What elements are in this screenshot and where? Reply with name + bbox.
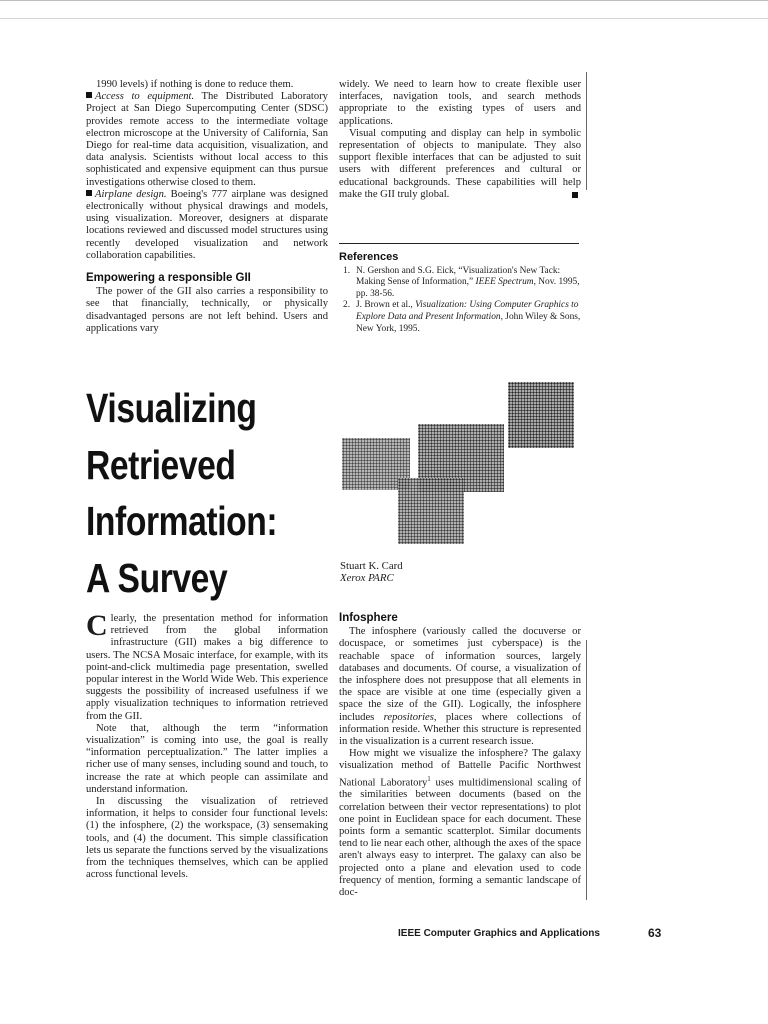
title-line: Retrieved <box>86 441 236 488</box>
right-top-column <box>339 79 581 201</box>
paragraph-text: The infosphere (variously called the docuverse or docuspace, or sometimes just cyberspace) is the reachable space of information sources, largely databases and documents. Of course, a visualization of the infosphere does not presuppose that all elements in the space are visible at one time (especially given a space the size of the GII). Logically, the infosphere includes <box>339 626 581 723</box>
bullet-square-icon <box>86 92 92 98</box>
paragraph-text: , places where collections of information reside. Whether this structure is represented in the visualization is a current research issue. <box>339 711 581 748</box>
paragraph: The power of the GII also carries a responsibility to see that financially, technically, or physically disadvantaged persons are not left behind. Users and applications vary <box>86 286 328 334</box>
reference-authors: N. Gershon and S.G. Eick, “Visualization's New Tack: Making Sense of Information,” <box>356 265 561 288</box>
section-heading: Infosphere <box>339 612 398 624</box>
paragraph-text: Visual computing and display can help in symbolic representation of objects to manipulate. They also support flexible interfaces that can be adjusted to suit users with different preferences and cultural or educational backgrounds. These capabilities will help make the GII truly global. <box>339 127 581 200</box>
decorative-halftone-block <box>508 382 574 448</box>
scan-edge-line <box>0 0 768 1</box>
references-heading: References <box>339 251 399 263</box>
title-line: A Survey <box>86 554 228 601</box>
bullet-text: Boeing's 777 airplane was designed electronically without physical drawings and models, using visualization. Moreover, designers at disparate locations reviewed and discussed model structures using recently developed visualization and network collaboration capabilities. <box>86 188 328 261</box>
references-block <box>339 252 581 335</box>
author-affiliation: Xerox PARC <box>340 572 394 585</box>
bullet-lead: Access to equipment. <box>95 91 195 103</box>
reference-number: 2. <box>343 300 351 311</box>
drop-cap: C <box>86 609 108 642</box>
reference-item <box>339 266 581 301</box>
paragraph <box>339 626 581 748</box>
continued-text: 1990 levels) if nothing is done to reduce them. <box>96 79 294 90</box>
paragraph <box>339 128 581 201</box>
title-line: Visualizing <box>86 385 257 431</box>
paragraph: widely. We need to learn how to create flexible user interfaces, navigation tools, and search methods appropriate to the existing types of users and applications. <box>339 79 581 127</box>
article-title <box>86 380 277 606</box>
page-number: 63 <box>648 926 662 940</box>
decorative-halftone-block <box>398 478 464 544</box>
author-block <box>340 560 403 585</box>
bullet-item <box>86 91 328 189</box>
title-line: Information: <box>86 498 278 544</box>
left-body-column <box>86 609 328 881</box>
references-rule <box>339 243 579 244</box>
author-name: Stuart K. Card <box>340 560 403 572</box>
references-list <box>339 266 581 336</box>
reference-details: , Nov. 1995, pp. 38-56. <box>356 277 580 299</box>
emphasis-text: repositories <box>383 711 434 723</box>
section-heading: Empowering a responsible GII <box>86 272 251 285</box>
column-rule <box>586 640 587 900</box>
end-mark-icon <box>572 192 578 198</box>
running-footer: IEEE Computer Graphics and Applications <box>398 928 600 939</box>
reference-source: Visualization: Using Computer Graphics to Explore Data and Present Information <box>356 300 579 322</box>
reference-details: , John Wiley & Sons, New York, 1995. <box>356 311 581 334</box>
paragraph <box>339 748 581 899</box>
footnote-marker: 1 <box>427 774 431 783</box>
paragraph-text: How might we visualize the infosphere? The galaxy visualization method of Battelle Pacific Northwest National Laboratory <box>339 748 581 789</box>
reference-source: IEEE Spectrum <box>475 277 534 288</box>
paragraph: In discussing the visualization of retrieved information, it helps to consider four functional levels: (1) the infosphere, (2) the workspace, (3) sensemaking tools, and (4) the document. This simple classification lets us separate the functions served by the visualizations from the techniques themselves, which can be applied across functional levels. <box>86 796 328 881</box>
reference-authors: J. Brown et al., <box>356 300 416 311</box>
column-rule <box>586 72 587 190</box>
intro-paragraph <box>86 609 328 723</box>
bullet-text: The Distributed Laboratory Project at San Diego Supercomputing Center (SDSC) provides remote access to the intermediate voltage electron microscope at the University of California, San Diego for real-time data acquisition, visualization, and data analysis. Scientists without local access to this sophisticated and expensive equipment can thus pursue investigations otherwise closed to them. <box>86 91 328 188</box>
paragraph-text: uses multidimensional scaling of the similarities between documents (based on the correlation between their vector representations) to plot one point in Euclidean space for each document. These points form a semantic scatterplot. Similar documents tend to lie near each other, although the axes of the space aren't always easy to interpret. The galaxy can also be projected onto a plane and elevation used to code frequency of mention, forming a semantic landscape of doc- <box>339 777 581 898</box>
reference-item <box>339 300 581 335</box>
right-body-column <box>339 612 581 899</box>
reference-number: 1. <box>343 265 351 276</box>
paragraph: Note that, although the term “information visualization” is coming into use, the goal is really “information perceptualization.” The latter implies a richer use of many senses, including sound and touch, to increase the rate at which people can assimilate and understand information. <box>86 722 328 795</box>
bullet-item <box>86 189 328 262</box>
left-top-column <box>86 79 328 335</box>
intro-text: learly, the presentation method for information retrieved from the global information infrastructure (GII) makes a big difference to users. The NCSA Mosaic interface, for example, with its point-and-click multimedia page presentation, swelled popular interest in the World Wide Web. This experience suggests the possibility of increased usefulness if we apply visualization techniques to information retrieved from the GII. <box>86 613 328 722</box>
bullet-lead: Airplane design. <box>95 188 167 200</box>
scan-edge-line <box>0 18 768 19</box>
bullet-square-icon <box>86 190 92 196</box>
